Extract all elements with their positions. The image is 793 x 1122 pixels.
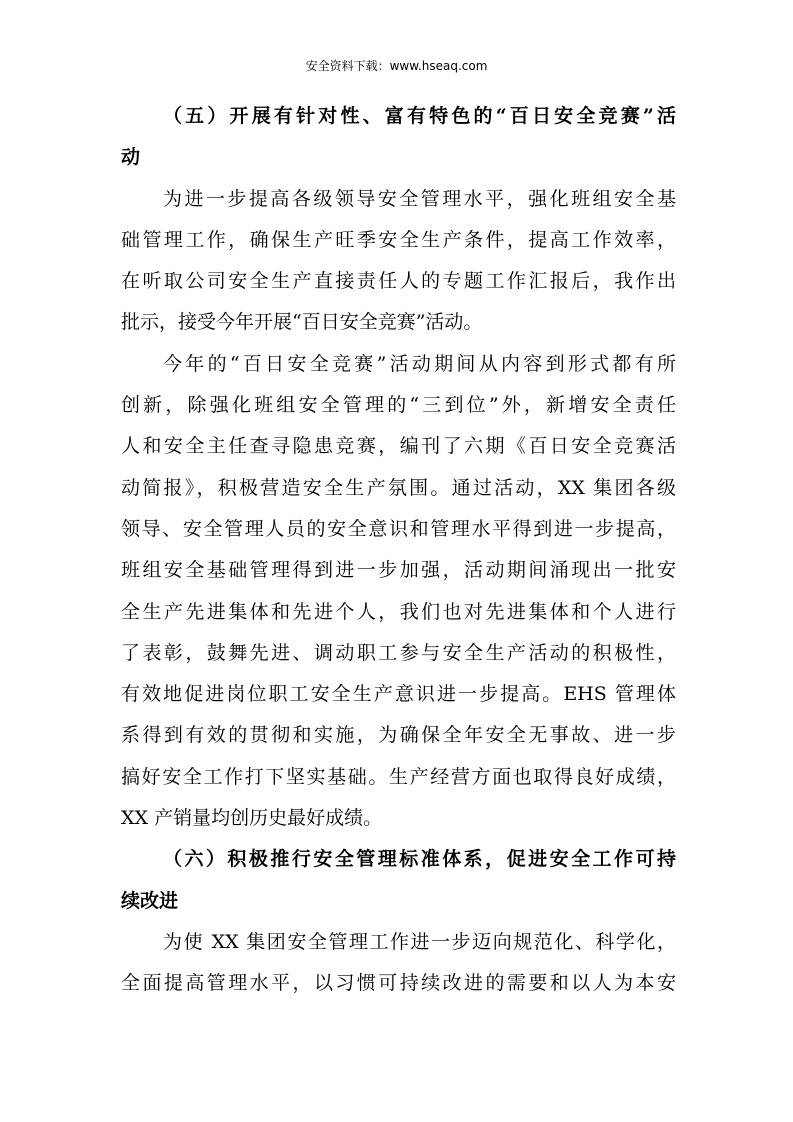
paragraph-line: 人和安全主任查寻隐患竞赛，编刊了六期《百日安全竞赛活 (121, 435, 676, 458)
paragraph-line: 全面提高管理水平，以习惯可持续改进的需要和以人为本安 (121, 972, 676, 995)
paragraph-line: 在听取公司安全生产直接责任人的专题工作汇报后，我作出 (121, 270, 676, 293)
section-heading-5 (121, 96, 676, 179)
paragraph-line: 班组安全基础管理得到进一步加强，活动期间涌现出一批安 (121, 559, 676, 582)
page-header (0, 58, 793, 74)
paragraph-line: 有效地促进岗位职工安全生产意识进一步提高。EHS 管理体 (121, 683, 676, 706)
heading-line: 动 (121, 146, 141, 169)
heading-line: （五）开展有针对性、富有特色的“百日安全竞赛”活 (163, 105, 676, 127)
paragraph-line: XX 产销量均创历史最好成绩。 (121, 807, 383, 830)
header-text: 安全资料下载：www.hseaq.com (305, 59, 488, 73)
document-body (121, 96, 676, 1005)
paragraph-line: 为使 XX 集团安全管理工作进一步迈向规范化、科学化， (163, 930, 676, 953)
paragraph-line: 了表彰，鼓舞先进、调动职工参与安全生产活动的积极性， (121, 641, 676, 664)
heading-line: （六）积极推行安全管理标准体系，促进安全工作可持 (163, 848, 676, 871)
paragraph-2 (121, 344, 676, 840)
paragraph-line: 系得到有效的贯彻和实施，为确保全年安全无事故、进一步 (121, 724, 676, 747)
paragraph-line: 领导、安全管理人员的安全意识和管理水平得到进一步提高， (121, 517, 676, 540)
paragraph-3 (121, 922, 676, 1005)
paragraph-1 (121, 179, 676, 344)
paragraph-line: 创新，除强化班组安全管理的“三到位”外，新增安全责任 (121, 394, 676, 417)
paragraph-line: 今年的“百日安全竞赛”活动期间从内容到形式都有所 (163, 352, 676, 375)
paragraph-line: 为进一步提高各级领导安全管理水平，强化班组安全基 (163, 187, 676, 210)
heading-line: 续改进 (121, 889, 179, 912)
paragraph-line: 动简报》，积极营造安全生产氛围。通过活动，XX 集团各级 (121, 476, 676, 499)
paragraph-line: 全生产先进集体和先进个人，我们也对先进集体和个人进行 (121, 600, 676, 623)
paragraph-line: 础管理工作，确保生产旺季安全生产条件，提高工作效率， (121, 228, 676, 251)
section-heading-6 (121, 839, 676, 922)
paragraph-line: 批示，接受今年开展“百日安全竞赛”活动。 (121, 311, 483, 334)
paragraph-line: 搞好安全工作打下坚实基础。生产经营方面也取得良好成绩， (121, 765, 676, 788)
